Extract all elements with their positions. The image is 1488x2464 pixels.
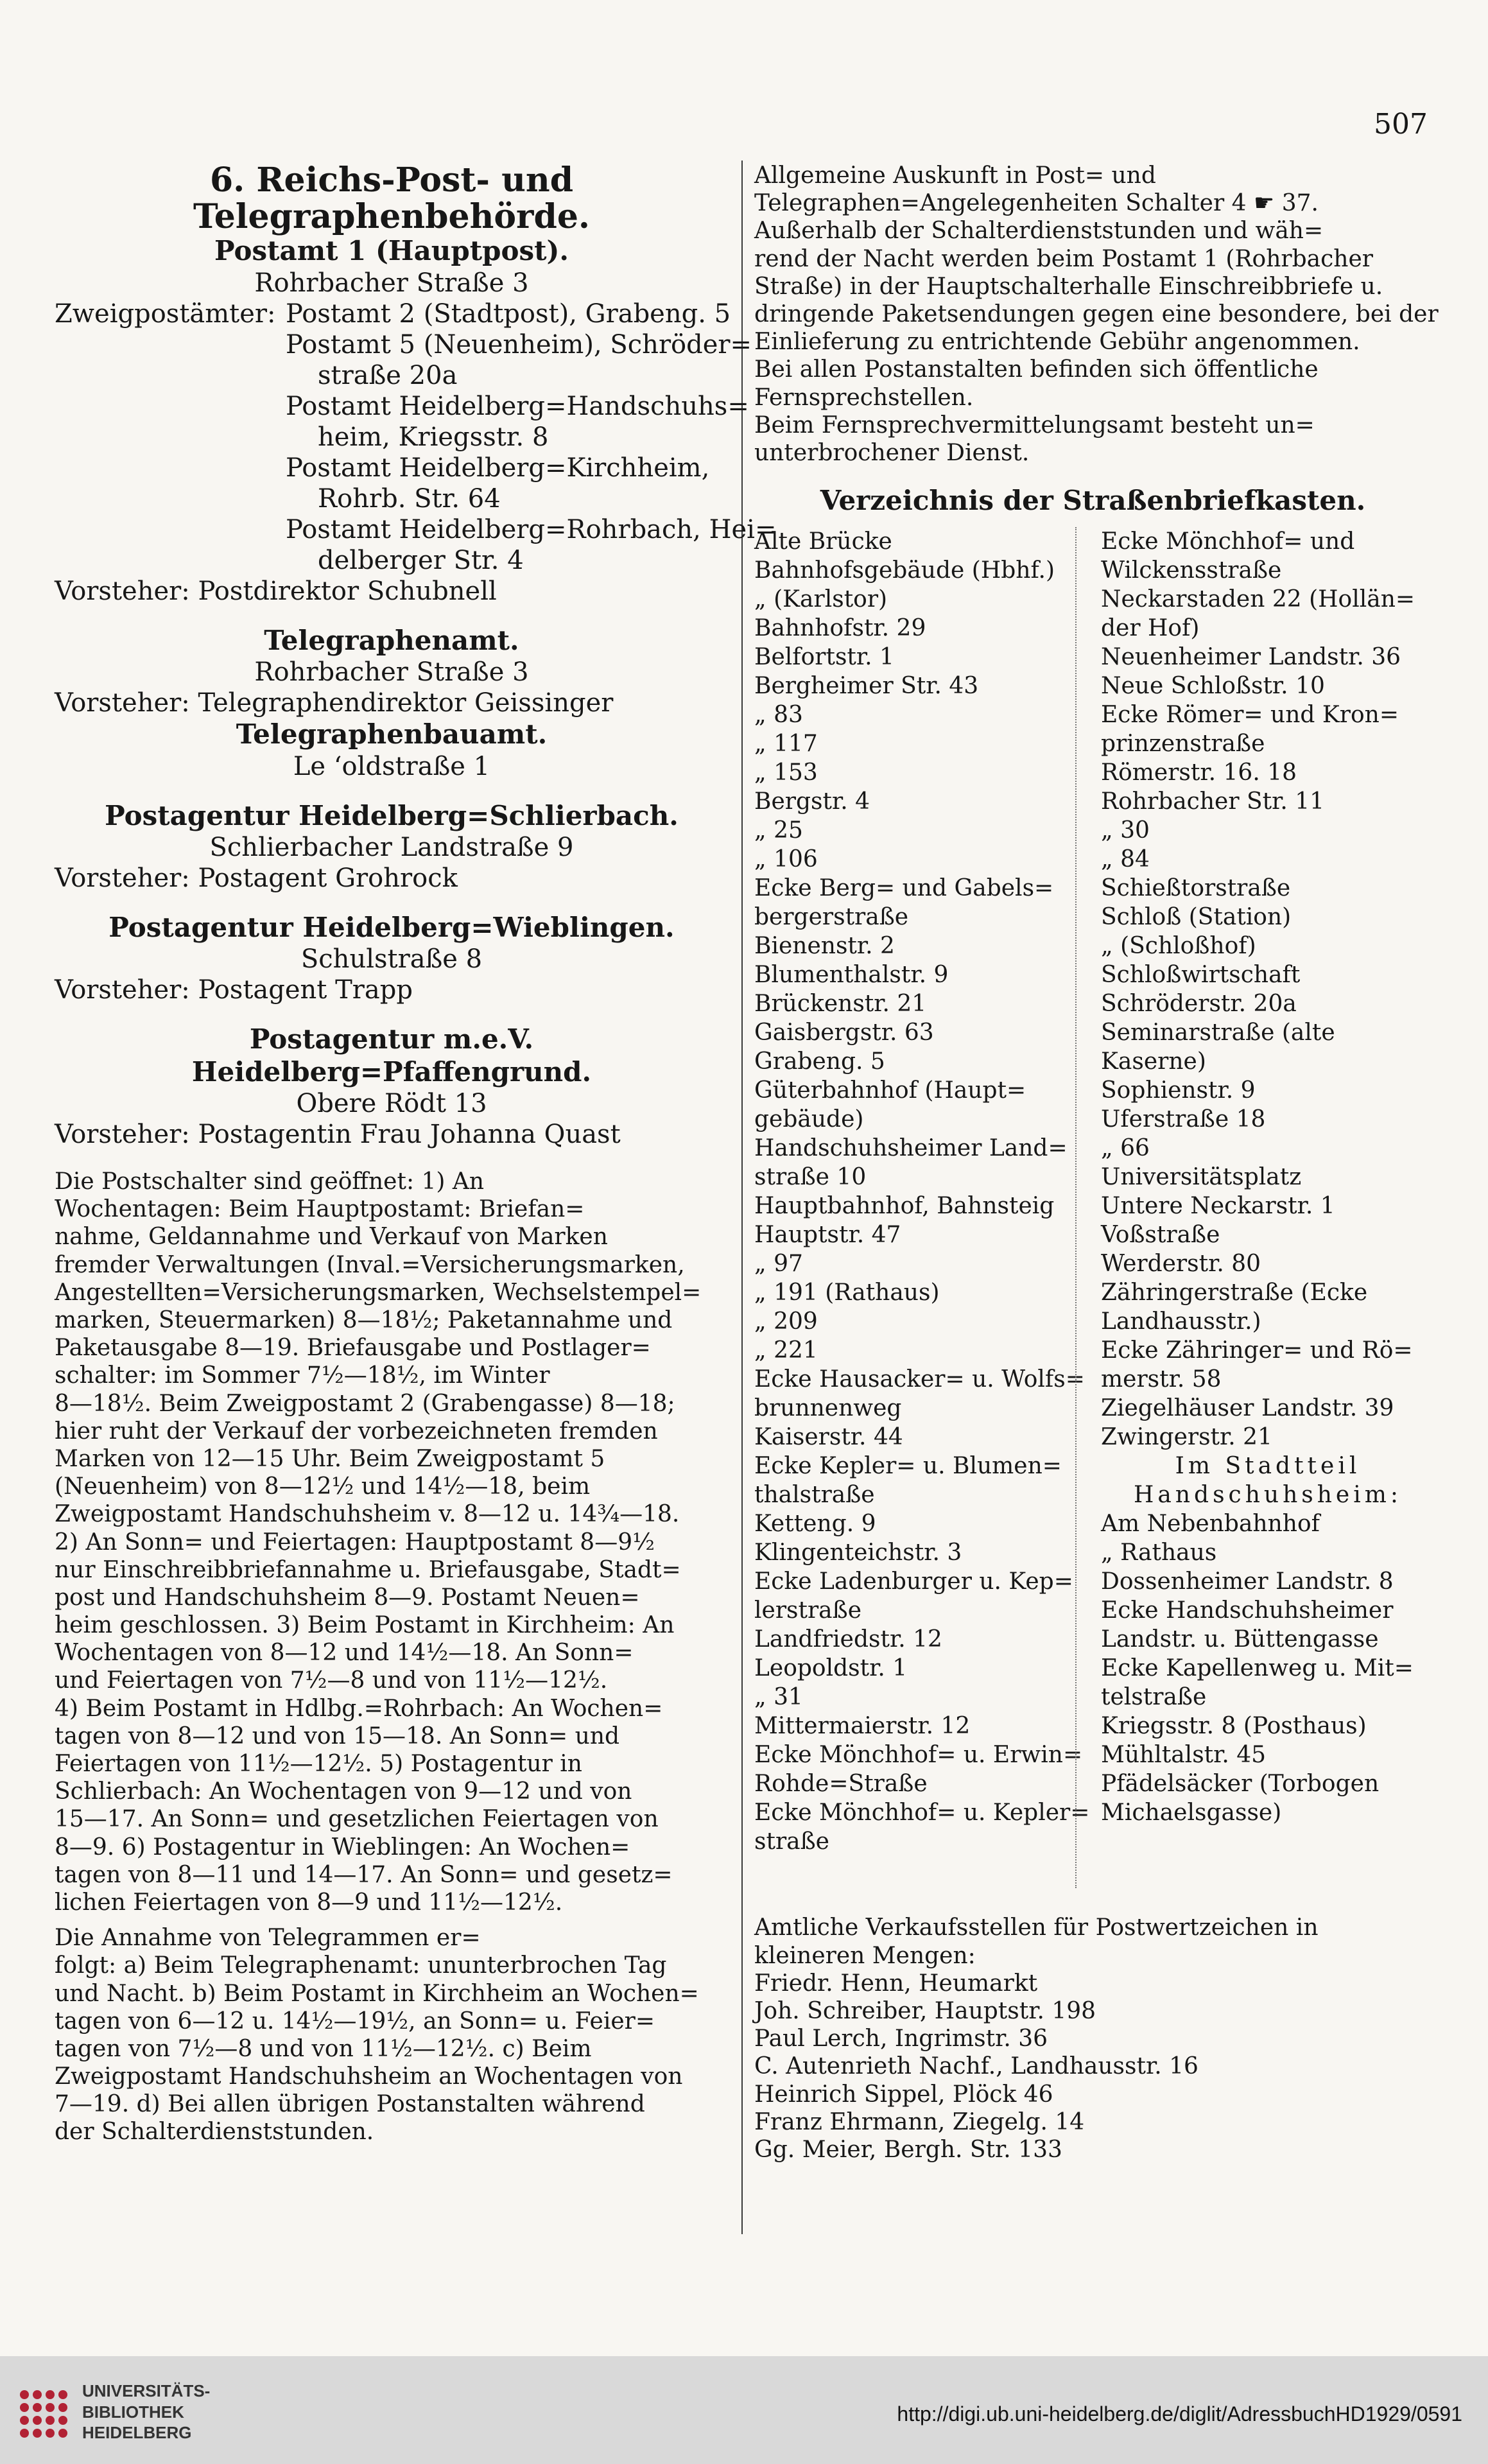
branch-list <box>55 299 777 576</box>
info-line: Allgemeine Auskunft in Post= und <box>754 162 1156 189</box>
street-col-1: „ 106 <box>754 846 818 873</box>
hours-line: post und Handschuhsheim 8—9. Postamt Neuen= <box>55 1584 640 1611</box>
street-col-1: lerstraße <box>754 1597 861 1624</box>
library-name <box>82 2381 210 2443</box>
schlierbach-address: Schlierbacher Landstraße 9 <box>209 832 574 862</box>
hours-line: schalter: im Sommer 7½—18½, im Winter <box>55 1362 550 1389</box>
street-col-1: „ 191 (Rathaus) <box>754 1280 940 1306</box>
street-col-2: Schloßwirtschaft <box>1101 962 1301 989</box>
street-col-2: der Hof) <box>1101 615 1200 642</box>
branch-line: delberger Str. 4 <box>318 545 524 575</box>
hours-line: heim geschlossen. 3) Beim Postamt in Kirchheim: An <box>55 1612 675 1639</box>
mailbox-column-1 <box>754 527 1090 1856</box>
wieblingen-heading: Postagentur Heidelberg=Wieblingen. <box>108 911 675 943</box>
info-line: Telegraphen=Angelegenheiten Schalter 4 ☛ 37. <box>754 190 1319 217</box>
street-col-2: telstraße <box>1101 1684 1207 1711</box>
sales-line: Paul Lerch, Ingrimstr. 36 <box>754 2026 1048 2052</box>
street-col-2: Ecke Zähringer= und Rö= <box>1101 1337 1413 1364</box>
hours-line: (Neuenheim) von 8—12½ und 14½—18, beim <box>55 1473 591 1500</box>
street-col-1: Belfortstr. 1 <box>754 644 894 671</box>
street-col-1: „ 25 <box>754 817 803 844</box>
hours-line: Schlierbach: An Wochentagen von 9—12 und von <box>55 1778 632 1805</box>
street-col-1: thalstraße <box>754 1482 875 1509</box>
street-col-2: Neckarstaden 22 (Hollän= <box>1101 586 1415 613</box>
sales-line: Amtliche Verkaufsstellen für Postwertzeichen in <box>754 1914 1319 1941</box>
info-line: unterbrochener Dienst. <box>754 439 1030 466</box>
street-col-1: Ecke Ladenburger u. Kep= <box>754 1568 1073 1595</box>
telegram-line: der Schalterdienststunden. <box>55 2119 374 2146</box>
column-divider <box>741 161 743 2234</box>
street-col-1: Alte Brücke <box>754 528 892 555</box>
street-col-1: Bahnhofstr. 29 <box>754 615 926 642</box>
library-name-line: BIBLIOTHEK <box>82 2402 184 2422</box>
street-col-1: Ecke Kepler= u. Blumen= <box>754 1453 1062 1480</box>
street-col-1: Bergheimer Str. 43 <box>754 673 979 700</box>
section-title: 6. Reichs-Post- und Telegraphenbehörde. <box>193 161 591 237</box>
telegram-line: und Nacht. b) Beim Postamt in Kirchheim an Wochen= <box>55 1980 699 2007</box>
telegram-paragraph <box>55 1924 729 2146</box>
telegraphenamt-address: Rohrbacher Straße 3 <box>254 657 529 688</box>
street-col-2: Schröderstr. 20a <box>1101 991 1297 1018</box>
street-col-1: Gaisbergstr. 63 <box>754 1019 934 1046</box>
street-col-1: Bahnhofsgebäude (Hbhf.) <box>754 557 1055 584</box>
branch-line: Postamt 5 (Neuenheim), Schröder= <box>286 329 752 360</box>
postamt1-heading: Postamt 1 (Hauptpost). <box>214 235 569 267</box>
footer-bar <box>0 2356 1488 2464</box>
street-col-2: Uferstraße 18 <box>1101 1106 1266 1133</box>
street-col-2: Ecke Römer= und Kron= <box>1101 702 1399 729</box>
street-col-2: Kriegsstr. 8 (Posthaus) <box>1101 1713 1367 1740</box>
info-line: Beim Fernsprechvermittelungsamt besteht un= <box>754 412 1315 438</box>
info-line: dringende Paketsendungen gegen eine besondere, bei der <box>754 300 1439 327</box>
sales-line: Franz Ehrmann, Ziegelg. 14 <box>754 2108 1085 2135</box>
info-line: Außerhalb der Schalterdienststunden und wäh= <box>754 218 1324 245</box>
hours-line: tagen von 8—12 und von 15—18. An Sonn= und <box>55 1722 620 1749</box>
hours-line: Feiertagen von 11½—12½. 5) Postagentur in <box>55 1751 582 1778</box>
hours-line: Wochentagen von 8—12 und 14½—18. An Sonn= <box>55 1640 634 1667</box>
street-col-1: Brückenstr. 21 <box>754 991 927 1018</box>
street-col-1: „ 97 <box>754 1251 803 1278</box>
telegram-line: 7—19. d) Bei allen übrigen Postanstalten während <box>55 2091 645 2118</box>
street-col-1: Hauptstr. 47 <box>754 1222 901 1249</box>
street-col-1: „ 83 <box>754 702 803 729</box>
street-col-2: Voßstraße <box>1101 1222 1220 1249</box>
street-col-2: Seminarstraße (alte <box>1101 1019 1335 1046</box>
street-col-1: Handschuhsheimer Land= <box>754 1135 1068 1162</box>
wieblingen-director: Vorsteher: Postagent Trapp <box>55 975 413 1005</box>
street-col-1: gebäude) <box>754 1106 864 1133</box>
street-col-1: „ 209 <box>754 1308 818 1335</box>
street-col-1: straße 10 <box>754 1164 867 1191</box>
street-col-1: „ 221 <box>754 1337 818 1364</box>
street-col-2: Dossenheimer Landstr. 8 <box>1101 1568 1394 1595</box>
sales-line: Heinrich Sippel, Plöck 46 <box>754 2081 1053 2108</box>
street-col-2: Im Stadtteil <box>1175 1453 1361 1480</box>
street-col-2: prinzenstraße <box>1101 731 1265 758</box>
street-col-1: Bienenstr. 2 <box>754 933 895 960</box>
mailbox-column-divider <box>1075 527 1077 1888</box>
pfaffengrund-director: Vorsteher: Postagentin Frau Johanna Quast <box>55 1120 621 1150</box>
street-col-2: Neue Schloßstr. 10 <box>1101 673 1325 700</box>
hours-line: und Feiertagen von 7½—8 und von 11½—12½. <box>55 1667 608 1694</box>
postamt1-director: Vorsteher: Postdirektor Schubnell <box>55 576 497 606</box>
street-col-2: Rohrbacher Str. 11 <box>1101 788 1325 815</box>
street-col-1: Grabeng. 5 <box>754 1048 885 1075</box>
street-col-2: „ 30 <box>1101 817 1150 844</box>
mailbox-list <box>754 527 1432 1914</box>
street-col-2: Wilckensstraße <box>1101 557 1282 584</box>
sales-line: Friedr. Henn, Heumarkt <box>754 1970 1038 1997</box>
street-col-2: Römerstr. 16. 18 <box>1101 759 1297 786</box>
hours-line: 8—18½. Beim Zweigpostamt 2 (Grabengasse) 8—18; <box>55 1390 675 1417</box>
street-col-2: „ 84 <box>1101 846 1150 873</box>
hours-line: 4) Beim Postamt in Hdlbg.=Rohrbach: An Wochen= <box>55 1695 663 1722</box>
telegraphenbauamt-address: Le ‘oldstraße 1 <box>293 751 490 781</box>
street-col-1: Leopoldstr. 1 <box>754 1655 908 1682</box>
right-column <box>754 162 1439 2164</box>
street-col-1: Ketteng. 9 <box>754 1511 876 1538</box>
sales-line: kleineren Mengen: <box>754 1942 976 1969</box>
sales-line: C. Autenrieth Nachf., Landhausstr. 16 <box>754 2053 1198 2080</box>
branch-line: Postamt Heidelberg=Rohrbach, Hei= <box>286 514 777 544</box>
schlierbach-heading: Postagentur Heidelberg=Schlierbach. <box>105 799 679 831</box>
hours-line: 2) An Sonn= und Feiertagen: Hauptpostamt 8—9½ <box>55 1529 655 1556</box>
street-col-2: Schießtorstraße <box>1101 875 1291 902</box>
street-col-2: Michaelsgasse) <box>1101 1800 1282 1826</box>
telegram-line: tagen von 6—12 u. 14½—19½, an Sonn= u. Feier= <box>55 2008 655 2035</box>
telegraphenamt-director: Vorsteher: Telegraphendirektor Geissinger <box>55 688 614 718</box>
hours-line: Marken von 12—15 Uhr. Beim Zweigpostamt 5 <box>55 1445 605 1472</box>
branch-line: Postamt Heidelberg=Kirchheim, <box>286 453 710 483</box>
hours-line: marken, Steuermarken) 8—18½; Paketannahme und <box>55 1307 673 1334</box>
hours-line: nur Einschreibbriefannahme u. Briefausgabe, Stadt= <box>55 1556 681 1583</box>
street-col-1: Blumenthalstr. 9 <box>754 962 949 989</box>
telegram-line: Zweigpostamt Handschuhsheim an Wochentagen von <box>55 2063 683 2090</box>
street-col-1: „ 31 <box>754 1684 803 1711</box>
info-line: Straße) in der Hauptschalterhalle Einschreibbriefe u. <box>754 273 1383 300</box>
street-col-1: Mittermaierstr. 12 <box>754 1713 971 1740</box>
street-col-2: Universitätsplatz <box>1101 1164 1302 1191</box>
library-name-line: HEIDELBERG <box>82 2423 192 2442</box>
left-column <box>55 161 777 2146</box>
library-name-line: UNIVERSITÄTS- <box>82 2381 211 2400</box>
street-col-1: Kaiserstr. 44 <box>754 1424 903 1451</box>
street-col-2: Zwingerstr. 21 <box>1101 1424 1272 1451</box>
mailboxes-heading: Verzeichnis der Straßenbriefkasten. <box>820 485 1366 517</box>
telegraphenbauamt-heading: Telegraphenbauamt. <box>236 718 548 750</box>
info-line: rend der Nacht werden beim Postamt 1 (Rohrbacher <box>754 245 1373 272</box>
street-col-2: Sophienstr. 9 <box>1101 1077 1256 1104</box>
street-col-2: Ecke Kapellenweg u. Mit= <box>1101 1655 1414 1682</box>
branch-line: Postamt 2 (Stadtpost), Grabeng. 5 <box>286 299 731 329</box>
street-col-1: Bergstr. 4 <box>754 788 870 815</box>
street-col-2: „ (Schloßhof) <box>1101 933 1256 960</box>
street-col-1: „ (Karlstor) <box>754 586 888 613</box>
hours-line: hier ruht der Verkauf der vorbezeichneten fremden <box>55 1418 658 1445</box>
branch-line: straße 20a <box>318 360 458 390</box>
street-col-1: bergerstraße <box>754 904 909 931</box>
hours-line: fremder Verwaltungen (Inval.=Versicherungsmarken, <box>55 1251 685 1278</box>
sales-points-list <box>754 1914 1432 2164</box>
street-col-2: Ecke Mönchhof= und <box>1101 528 1355 555</box>
sales-line: Joh. Schreiber, Hauptstr. 198 <box>754 1998 1096 2025</box>
telegraphenamt-heading: Telegraphenamt. <box>264 624 519 656</box>
mailbox-column-2 <box>1101 527 1435 1827</box>
pfaffengrund-address: Obere Rödt 13 <box>296 1089 487 1119</box>
street-col-2: Kaserne) <box>1101 1048 1206 1075</box>
branch-line: Rohrb. Str. 64 <box>318 483 501 514</box>
street-col-2: Neuenheimer Landstr. 36 <box>1101 644 1401 671</box>
hours-line: Zweigpostamt Handschuhsheim v. 8—12 u. 14¾—18. <box>55 1501 680 1528</box>
hours-line: 15—17. An Sonn= und gesetzlichen Feiertagen von <box>55 1806 659 1833</box>
street-col-1: Ecke Berg= und Gabels= <box>754 875 1054 902</box>
street-col-2: „ Rathaus <box>1101 1540 1217 1566</box>
street-col-1: Landfriedstr. 12 <box>754 1626 942 1653</box>
telegram-line: tagen von 7½—8 und von 11½—12½. c) Beim <box>55 2035 592 2062</box>
street-col-1: straße <box>754 1828 829 1855</box>
street-col-2: Ziegelhäuser Landstr. 39 <box>1101 1395 1394 1422</box>
page-number: 507 <box>1374 108 1428 141</box>
branches-label: Zweigpostämter: <box>55 299 276 329</box>
street-col-1: Ecke Mönchhof= u. Erwin= <box>754 1742 1083 1769</box>
street-col-2: Untere Neckarstr. 1 <box>1101 1193 1335 1220</box>
street-col-2: Zähringerstraße (Ecke <box>1101 1280 1368 1306</box>
hours-line: nahme, Geldannahme und Verkauf von Marken <box>55 1224 608 1251</box>
general-info-paragraph <box>754 162 1439 467</box>
street-col-2: Handschuhsheim: <box>1133 1482 1403 1509</box>
sales-line: Gg. Meier, Bergh. Str. 133 <box>754 2136 1062 2163</box>
street-col-2: Am Nebenbahnhof <box>1101 1511 1320 1538</box>
schlierbach-director: Vorsteher: Postagent Grohrock <box>55 863 458 893</box>
hours-line: tagen von 8—11 und 14—17. An Sonn= und gesetz= <box>55 1861 673 1888</box>
street-col-2: Landhausstr.) <box>1101 1308 1261 1335</box>
branch-line: Postamt Heidelberg=Handschuhs= <box>286 391 749 421</box>
telegram-line: folgt: a) Beim Telegraphenamt: ununterbrochen Tag <box>55 1952 667 1979</box>
street-col-2: Mühltalstr. 45 <box>1101 1742 1267 1769</box>
source-url-link[interactable]: http://digi.ub.uni-heidelberg.de/diglit/AdressbuchHD1929/0591 <box>897 2402 1462 2425</box>
street-col-2: Pfädelsäcker (Torbogen <box>1101 1771 1380 1798</box>
pfaffengrund-heading: Postagentur m.e.V. Heidelberg=Pfaffengrund. <box>191 1023 592 1088</box>
street-col-1: Rohde=Straße <box>754 1771 928 1798</box>
hours-line: Angestellten=Versicherungsmarken, Wechselstempel= <box>55 1279 702 1306</box>
street-col-2: Schloß (Station) <box>1101 904 1292 931</box>
postamt1-address: Rohrbacher Straße 3 <box>254 268 529 298</box>
street-col-1: Klingenteichstr. 3 <box>754 1540 962 1566</box>
street-col-2: Landstr. u. Büttengasse <box>1101 1626 1379 1653</box>
street-col-1: brunnenweg <box>754 1395 902 1422</box>
street-col-2: merstr. 58 <box>1101 1366 1222 1393</box>
street-col-2: Ecke Handschuhsheimer <box>1101 1597 1394 1624</box>
hours-line: lichen Feiertagen von 8—9 und 11½—12½. <box>55 1889 563 1916</box>
street-col-2: „ 66 <box>1101 1135 1150 1162</box>
hours-line: Paketausgabe 8—19. Briefausgabe und Postlager= <box>55 1335 651 1362</box>
street-col-1: Hauptbahnhof, Bahnsteig <box>754 1193 1055 1220</box>
hours-line: Wochentagen: Beim Hauptpostamt: Briefan= <box>55 1196 585 1223</box>
street-col-2: Werderstr. 80 <box>1101 1251 1261 1278</box>
street-col-1: Ecke Mönchhof= u. Kepler= <box>754 1800 1090 1826</box>
wieblingen-address: Schulstraße 8 <box>300 944 483 975</box>
branch-line: heim, Kriegsstr. 8 <box>318 422 549 452</box>
info-line: Bei allen Postanstalten befinden sich öffentliche <box>754 356 1319 383</box>
street-col-1: „ 153 <box>754 759 818 786</box>
info-line: Einlieferung zu entrichtende Gebühr angenommen. <box>754 329 1360 356</box>
street-col-1: „ 117 <box>754 731 818 758</box>
street-col-1: Güterbahnhof (Haupt= <box>754 1077 1026 1104</box>
university-library-logo-icon <box>12 2382 76 2446</box>
street-col-1: Ecke Hausacker= u. Wolfs= <box>754 1366 1085 1393</box>
info-line: Fernsprechstellen. <box>754 384 974 411</box>
hours-line: Die Postschalter sind geöffnet: 1) An <box>55 1168 485 1195</box>
telegram-line: Die Annahme von Telegrammen er= <box>55 1925 481 1952</box>
hours-line: 8—9. 6) Postagentur in Wieblingen: An Wochen= <box>55 1834 630 1861</box>
opening-hours-paragraph <box>55 1168 729 1916</box>
